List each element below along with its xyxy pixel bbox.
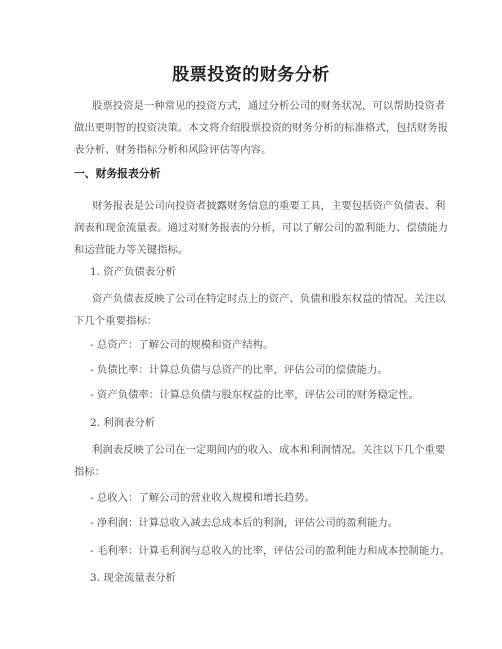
section-line: 润表和现金流量表。通过对财务报表的分析，可以了解公司的盈利能力、偿债能力 bbox=[74, 222, 449, 234]
subsection-paragraph bbox=[74, 439, 446, 483]
intro-paragraph bbox=[74, 95, 449, 161]
list-item: - 净利润：计算总收入减去总成本后的利润，评估公司的盈利能力。 bbox=[90, 517, 399, 529]
subsection-line: 利润表反映了公司在一定期间内的收入、成本和利润情况。关注以下几个重要 bbox=[92, 444, 446, 456]
section-paragraph bbox=[74, 195, 449, 261]
document-title: 股票投资的财务分析 bbox=[172, 65, 330, 85]
subsection-title: 3. 现金流量表分析 bbox=[90, 572, 176, 584]
section-line: 财务报表是公司向投资者披露财务信息的重要工具，主要包括资产负债表、利 bbox=[92, 200, 446, 212]
section-line: 和运营能力等关键指标。 bbox=[74, 244, 189, 256]
list-item: - 总收入：了解公司的营业收入规模和增长趋势。 bbox=[90, 492, 316, 504]
subsection-line: 资产负债表反映了公司在特定时点上的资产、负债和股东权益的情况。关注以 bbox=[92, 293, 446, 305]
list-item: - 负债比率：计算总负债与总资产的比率，评估公司的偿债能力。 bbox=[90, 364, 388, 376]
subsection-paragraph bbox=[74, 288, 446, 332]
list-item: - 毛利率：计算毛利润与总收入的比率，评估公司的盈利能力和成本控制能力。 bbox=[90, 545, 451, 557]
subsection-line: 下几个重要指标： bbox=[74, 315, 158, 327]
subsection-title: 2. 利润表分析 bbox=[90, 417, 156, 429]
intro-line: 做出更明智的投资决策。本文将介绍股票投资的财务分析的标准格式，包括财务报 bbox=[74, 122, 449, 134]
list-item: - 总资产：了解公司的规模和资产结构。 bbox=[90, 339, 274, 351]
section-heading: 一、财务报表分析 bbox=[74, 167, 161, 180]
intro-line: 股票投资是一种常见的投资方式，通过分析公司的财务状况，可以帮助投资者 bbox=[92, 100, 446, 112]
intro-line: 表分析、财务指标分析和风险评估等内容。 bbox=[74, 144, 272, 156]
subsection-title: 1. 资产负债表分析 bbox=[90, 266, 176, 278]
list-item: - 资产负债率：计算总负债与股东权益的比率，评估公司的财务稳定性。 bbox=[90, 389, 419, 401]
subsection-line: 指标： bbox=[74, 466, 106, 478]
